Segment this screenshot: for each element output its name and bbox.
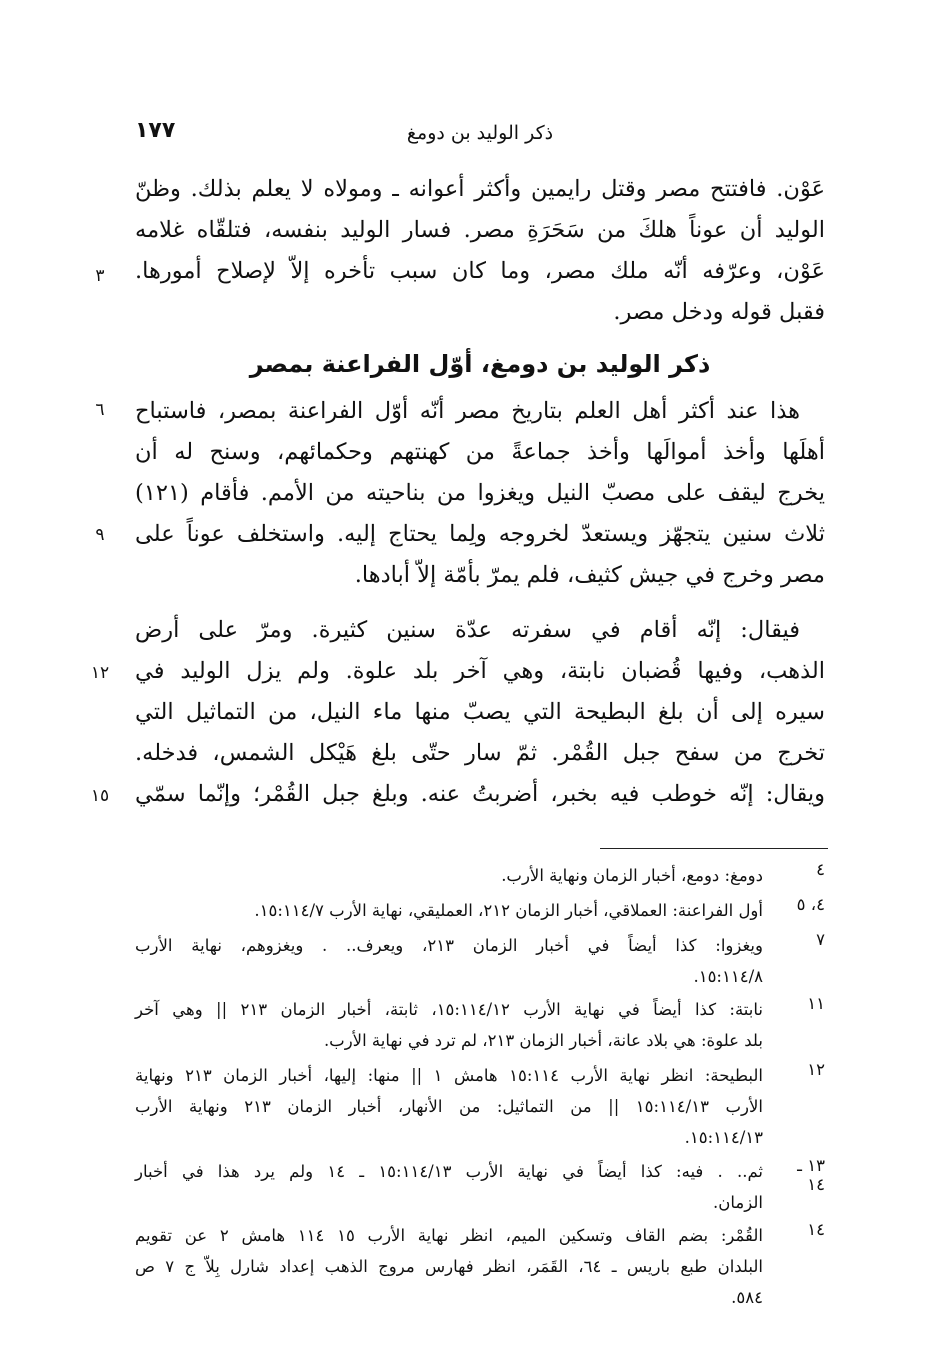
text-line: مصر وخرج في جيش كثيف، فلم يمرّ بأمّة إلاّ أبادها. (354, 562, 825, 588)
footnote-line: الزمان. (713, 1193, 763, 1212)
section-heading: ذكر الوليد بن دومغ، أوّل الفراعنة بمصر (249, 350, 711, 378)
footnote-label: ١٢ (807, 1060, 825, 1079)
footnote-line: دومغ: دومع، أخبار الزمان ونهاية الأرب. (501, 866, 763, 885)
footnote-label: ١٤ (807, 1220, 825, 1239)
text-line: فقبل قوله ودخل مصر. (613, 299, 825, 325)
footnote (135, 1220, 825, 1315)
footnote-line: نابتة: كذا أيضاً في نهاية الأرب ١٥:١١٤/١٢، ثابتة، أخبار الزمان ٢١٣ || وهي آخر (135, 1000, 763, 1019)
footnote-line: ويغزوا: كذا أيضاً في أخبار الزمان ٢١٣، ويعرف.. . ويغزوهم، نهاية الأرب (135, 936, 763, 955)
line-number: ٦ (95, 400, 105, 420)
running-title: ذكر الوليد بن دومغ (406, 122, 554, 144)
line-number: ١٢ (90, 663, 110, 683)
footnote-line: ثم.. . فيه: كذا أيضاً في نهاية الأرب ١٥:١١٤/١٣ ـ ١٤ ولم يرد هذا في أخبار (135, 1162, 764, 1181)
page-number: ١٧٧ (135, 118, 176, 143)
text-line: يخرج ليقف على مصبّ النيل ويغزوا من بناحيته من الأمم. فأقام (١٢١) (135, 480, 825, 506)
footnote-line: ١٥:١١٤/١٣. (684, 1128, 763, 1147)
footnote-line: البلدان طبع باريس ـ ٦٤، القَمَر، انظر فهارس مروج الذهب إعداد شارل بِلاّ ج ٧ ص (135, 1257, 763, 1276)
footnote (135, 1060, 825, 1155)
line-number: ١٥ (90, 786, 110, 806)
footnote (135, 1156, 825, 1220)
footnote-label: ٧ (816, 930, 825, 949)
footnote-line: أول الفراعنة: العملاقي، أخبار الزمان ٢١٢، العمليقي، نهاية الأرب ١٥:١١٤/٧. (254, 901, 763, 920)
footnote-label: ٤، ٥ (796, 895, 825, 914)
footnote-line: بلد علوة: هي بلاد عانة، أخبار الزمان ٢١٣، لم ترد في نهاية الأرب. (323, 1031, 763, 1050)
footnote-label: ٤ (816, 860, 825, 879)
text-line: الذهب، وفيها قُضبان نابتة، وهي آخر بلد علوة. ولم يزل الوليد في (135, 658, 825, 684)
line-number: ٩ (95, 525, 105, 545)
footnote (135, 994, 825, 1058)
text-line: فيقال: إنّه أقام في سفرته عدّة سنين كثيرة. ومرّ على أرض (135, 617, 800, 643)
footnote (135, 895, 825, 927)
footnote-divider (600, 848, 828, 849)
footnote (135, 860, 825, 892)
text-line: عَوْن، وعرّفه أنّه ملك مصر، وما كان سبب تأخره إلاّ لإصلاح أمورها. (135, 258, 825, 284)
text-line: هذا عند أكثر أهل العلم بتاريخ مصر أنّه أوّل الفراعنة بمصر، فاستباح (135, 398, 800, 424)
footnote-line: البطيحة: انظر نهاية الأرب ١٥:١١٤ هامش ١ || منها: إليها، أخبار الزمان ٢١٣ ونهاية (135, 1066, 763, 1085)
footnote-line: الأرب ١٥:١١٤/١٣ || من التماثيل: من الأنهار، أخبار الزمان ٢١٣ ونهاية الأرب (135, 1097, 763, 1116)
footnote-line: ٥٨٤. (731, 1288, 763, 1307)
footnote-label: ١٣ ـ ١٤ (797, 1156, 825, 1194)
line-number: ٣ (95, 266, 105, 286)
footnote-label: ١١ (807, 994, 825, 1013)
footnote-line: ١٥:١١٤/٨. (693, 967, 763, 986)
footnote (135, 930, 825, 994)
running-header (135, 118, 825, 154)
text-line: عَوْن. فافتتح مصر وقتل رايمين وأكثر أعوانه ـ ومولاه لا يعلم بذلك. وظنّ (135, 176, 825, 202)
text-line: تخرج من سفح جبل القُمْر. ثمّ سار حتّى بلغ هَيْكل الشمس، فدخله. (135, 740, 825, 766)
footnote-line: القُمْر: بضم القاف وتسكين الميم، انظر نهاية الأرب ١٥ ١١٤ هامش ٢ عن تقويم (135, 1226, 764, 1245)
text-line: أهلَها وأخذ أموالَها وأخذ جماعةً من كهنتهم وحكمائهم، وسنح له أن (135, 439, 825, 465)
text-line: الوليد أن عوناً هلكَ من سَحَرَةِ مصر. فسار الوليد بنفسه، فتلقّاه غلامه (135, 217, 825, 243)
text-line: سيره إلى أن بلغ البطيحة التي يصبّ منها ماء النيل، من التماثيل التي (135, 699, 825, 725)
text-line: ثلاث سنين يتجهّز ويستعدّ لخروجه ولِما يحتاج إليه. واستخلف عوناً على (135, 521, 825, 547)
text-line: ويقال: إنّه خوطب فيه بخبر، أضربتُ عنه. وبلغ جبل القُمْر؛ وإنّما سمّي (135, 781, 825, 807)
